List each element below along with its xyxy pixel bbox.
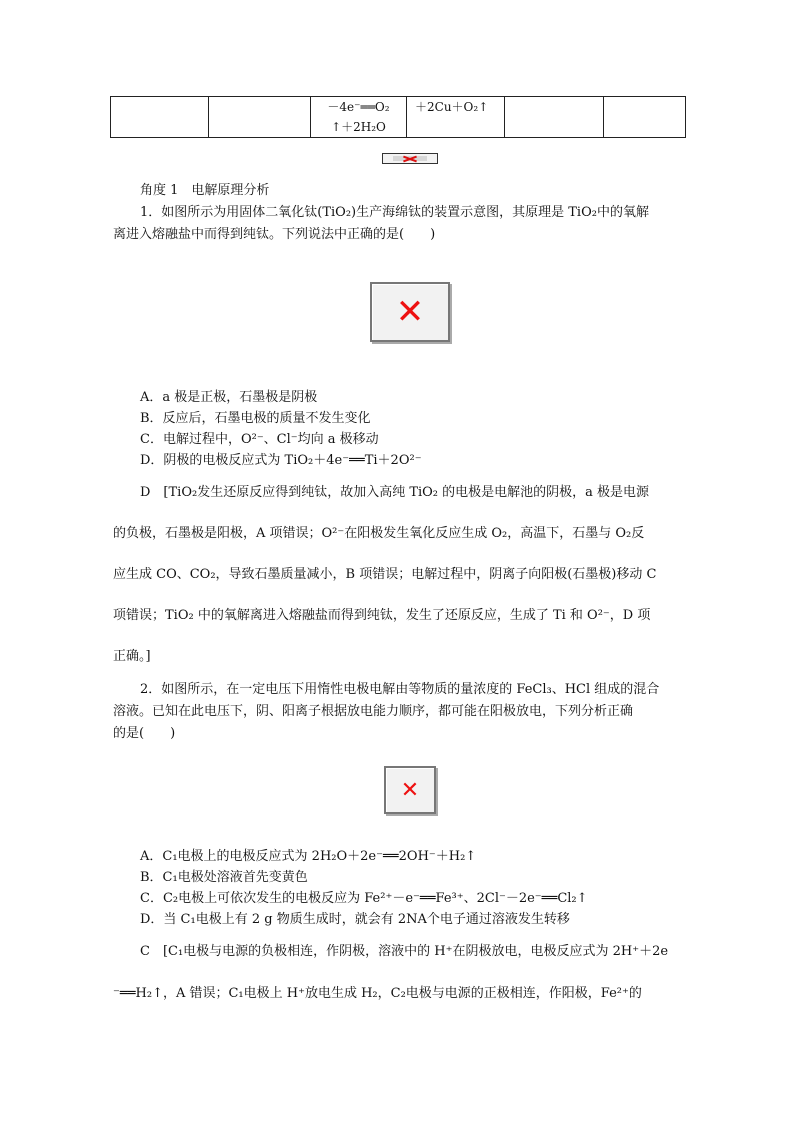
reaction-line-1: －4e⁻══O₂ — [327, 100, 390, 114]
x-icon: ✕ — [400, 777, 420, 803]
figure-1-broken-image-icon — [370, 282, 450, 342]
x-icon: ✕ — [395, 292, 425, 332]
table-cell — [505, 97, 604, 138]
q1-answer-line1: D [TiO₂发生还原反应得到纯钛，故加入高纯 TiO₂ 的电极是电解池的阴极，a 极是电源 — [140, 485, 650, 500]
reaction-line-2: ↑＋2H₂O — [331, 120, 386, 134]
q1-option-b: B．反应后，石墨电极的质量不发生变化 — [140, 411, 371, 426]
table-row — [111, 97, 686, 138]
q1-answer-line4: 项错误；TiO₂ 中的氧解离进入熔融盐而得到纯钛，发生了还原反应，生成了 Ti 和 O²⁻，D 项 — [113, 608, 651, 623]
q1-option-c: C．电解过程中，O²⁻、Cl⁻均向 a 极移动 — [140, 432, 379, 447]
table-cell-reaction — [311, 97, 407, 138]
table-cell — [604, 97, 686, 138]
separator-image-icon — [382, 153, 438, 164]
q1-stem-line2: 离进入熔融盐中而得到纯钛。下列说法中正确的是( ) — [113, 227, 436, 242]
broken-image-icon — [393, 156, 427, 161]
q1-answer-line5: 正确。] — [113, 649, 151, 664]
q2-answer-line1: C [C₁电极与电源的负极相连，作阴极，溶液中的 H⁺在阴极放电，电极反应式为 2H⁺＋2e — [140, 944, 669, 959]
table-cell — [111, 97, 209, 138]
q1-answer-line2: 的负极，石墨极是阳极，A 项错误；O²⁻在阳极发生氧化反应生成 O₂，高温下，石墨与 O₂反 — [113, 526, 645, 541]
q2-stem-line1: 2．如图所示，在一定电压下用惰性电极电解由等物质的量浓度的 FeCl₃、HCl 组成的混合 — [140, 682, 660, 697]
q1-option-a: A．a 极是正极，石墨极是阴极 — [140, 390, 318, 405]
q2-stem-line2: 溶液。已知在此电压下，阴、阳离子根据放电能力顺序，都可能在阳极放电，下列分析正确 — [113, 704, 634, 719]
q1-answer-line3: 应生成 CO、CO₂，导致石墨质量减小，B 项错误；电解过程中，阴离子向阳极(石墨极)移动 C — [113, 567, 657, 582]
section-title: 角度 1 电解原理分析 — [140, 183, 270, 198]
q2-option-c: C．C₂电极上可依次发生的电极反应为 Fe²⁺－e⁻══Fe³⁺、2Cl⁻－2e⁻══Cl₂↑ — [140, 891, 588, 906]
table-cell-product: ＋2Cu＋O₂↑ — [407, 97, 505, 138]
figure-2-broken-image-icon — [384, 766, 436, 814]
q2-answer-line2: ⁻══H₂↑，A 错误；C₁电极上 H⁺放电生成 H₂，C₂电极与电源的正极相连，作阳极，Fe²⁺的 — [113, 986, 642, 1001]
table-cell — [209, 97, 311, 138]
continued-table — [110, 96, 686, 138]
q1-stem-line1: 1．如图所示为用固体二氧化钛(TiO₂)生产海绵钛的装置示意图，其原理是 TiO₂中的氧解 — [140, 205, 649, 220]
q2-option-b: B．C₁电极处溶液首先变黄色 — [140, 870, 308, 885]
q2-option-a: A．C₁电极上的电极反应式为 2H₂O＋2e⁻══2OH⁻＋H₂↑ — [140, 849, 477, 864]
q2-option-d: D．当 C₁电极上有 2 g 物质生成时，就会有 2NA个电子通过溶液发生转移 — [140, 912, 570, 927]
q1-option-d: D．阴极的电极反应式为 TiO₂＋4e⁻══Ti＋2O²⁻ — [140, 453, 422, 468]
q2-stem-line3: 的是( ) — [113, 726, 176, 741]
